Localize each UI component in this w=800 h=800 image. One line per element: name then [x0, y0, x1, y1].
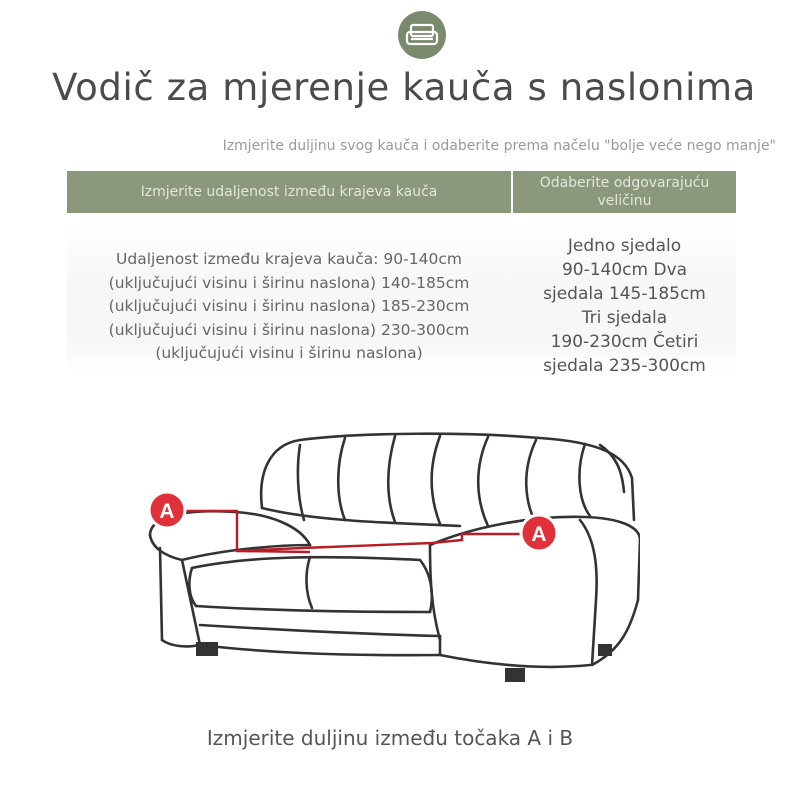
size-line: sjedala 235-300cm	[543, 356, 706, 376]
sofa-leg	[598, 644, 612, 656]
size-table-body	[67, 222, 736, 376]
size-line: sjedala 145-185cm	[543, 284, 706, 304]
size-line: Jedno sjedalo	[567, 236, 682, 256]
sofa-outline	[150, 434, 640, 667]
measurement-line: (uključujući visinu i širinu naslona) 140-185cm	[108, 273, 470, 292]
measurement-line: (uključujući visinu i širinu naslona)	[155, 344, 423, 362]
sofa-leg	[505, 668, 525, 682]
measurement-line: Udaljenost između krajeva kauča: 90-140cm	[116, 250, 462, 268]
size-line: 90-140cm Dva	[561, 260, 688, 280]
size-line: Tri sjedala	[581, 308, 668, 328]
sofa-leg	[196, 642, 218, 656]
measure-caption: Izmjerite duljinu između točaka A i B	[206, 726, 574, 750]
measurement-ranges	[67, 248, 511, 366]
sofa-diagram	[140, 420, 640, 690]
page-subtitle: Izmjerite duljinu svog kauča i odaberite prema načelu "bolje veće nego manje"	[222, 138, 776, 154]
page-title: Vodič za mjerenje kauča s naslonima	[52, 66, 756, 109]
header-choose-label: Odaberite odgovarajuću veličinu	[539, 175, 710, 209]
measurement-line: (uključujući visinu i širinu naslona) 185-230cm	[108, 297, 470, 315]
point-b-label: A	[531, 523, 547, 546]
point-a-marker	[149, 492, 185, 528]
point-b-marker	[521, 515, 557, 551]
measurement-line-path	[183, 511, 530, 552]
measurement-line: (uključujući visinu i širinu naslona) 230-300cm	[108, 320, 470, 339]
size-table-header	[67, 171, 736, 213]
header-measure-label: Izmjerite udaljenost između krajeva kauča	[140, 184, 438, 200]
sofa-logo-icon	[398, 11, 446, 59]
size-line: 190-230cm Četiri	[550, 332, 699, 352]
point-a-label: A	[159, 500, 175, 523]
size-options	[513, 234, 736, 378]
